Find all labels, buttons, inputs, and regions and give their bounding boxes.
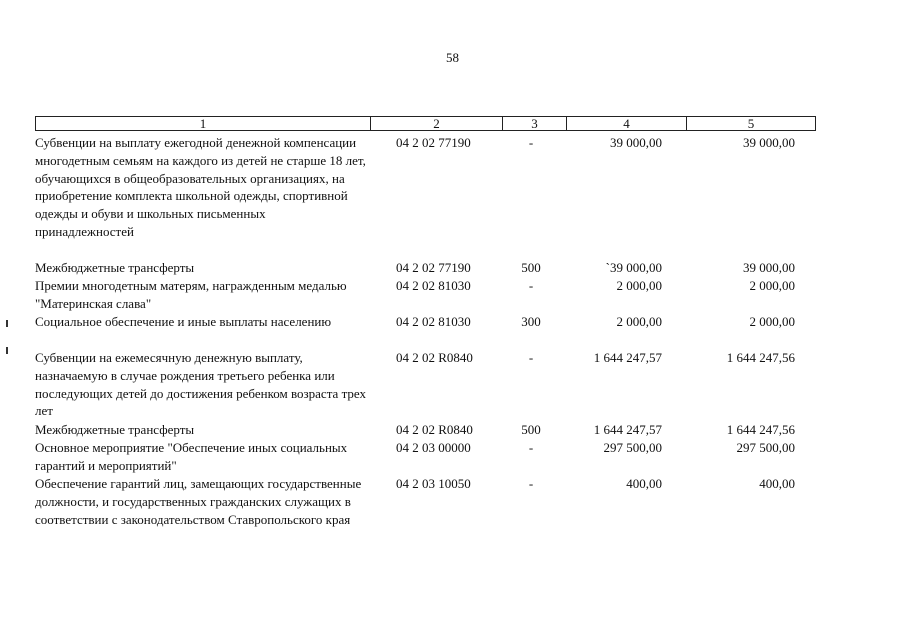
row-amount-2: 2 000,00 [749, 314, 795, 329]
row-name: Межбюджетные трансферты [35, 422, 195, 437]
row-code: 04 2 02 81030 [396, 314, 471, 329]
row-name: Социальное обеспечение и иные выплаты населению [35, 314, 332, 329]
row-code: 04 2 02 R0840 [396, 422, 473, 437]
row-name: Обеспечение гарантий лиц, замещающих государственные должности, и государственных гражданских служащих в соответствии с законодательством Ставропольского края [35, 476, 362, 527]
row-name: Межбюджетные трансферты [35, 260, 195, 275]
scan-margin-mark [6, 320, 8, 327]
row-code: 04 2 02 77190 [396, 260, 471, 275]
header-col-5: 5 [747, 116, 755, 131]
row-type: 500 [521, 260, 541, 275]
row-code: 04 2 02 R0840 [396, 350, 473, 365]
header-col-1: 1 [36, 117, 371, 130]
row-type: 500 [521, 422, 541, 437]
header-col-2: 2 [371, 117, 503, 130]
header-col-4: 4 [567, 117, 687, 130]
row-code: 04 2 03 10050 [396, 476, 471, 491]
row-amount-1: 2 000,00 [616, 314, 662, 329]
table-header [35, 116, 816, 131]
row-amount-1: 297 500,00 [603, 440, 662, 455]
row-type: - [528, 278, 534, 293]
row-amount-1: 1 644 247,57 [593, 422, 662, 437]
page-number: 58 [446, 50, 459, 65]
row-type: 300 [521, 314, 541, 329]
row-name: Субвенции на выплату ежегодной денежной компенсации многодетным семьям на каждого из детей не старше 18 лет, обучающихся в общеобразовательных организациях, на приобретение комплекта школьной одежды, спортивной одежды и обуви и школьных письменных принадлежностей [35, 135, 366, 239]
row-type: - [528, 476, 534, 491]
row-amount-2: 400,00 [759, 476, 795, 491]
row-amount-1: 39 000,00 [610, 135, 662, 150]
row-code: 04 2 02 77190 [396, 135, 471, 150]
row-type: - [528, 135, 534, 150]
scan-margin-mark [6, 347, 8, 354]
row-amount-2: 1 644 247,56 [726, 422, 795, 437]
row-code: 04 2 03 00000 [396, 440, 471, 455]
row-amount-2: 39 000,00 [743, 135, 795, 150]
row-amount-2: 1 644 247,56 [726, 350, 795, 365]
row-name: Основное мероприятие "Обеспечение иных социальных гарантий и мероприятий" [35, 440, 348, 473]
row-amount-1: 1 644 247,57 [593, 350, 662, 365]
row-amount-1: 2 000,00 [616, 278, 662, 293]
row-amount-2: 297 500,00 [736, 440, 795, 455]
row-amount-1: `39 000,00 [605, 260, 662, 275]
row-type: - [528, 350, 534, 365]
row-amount-2: 39 000,00 [743, 260, 795, 275]
header-col-3: 3 [503, 117, 567, 130]
row-name: Субвенции на ежемесячную денежную выплату, назначаемую в случае рождения третьего ребенка или последующих детей до достижения ребенком возраста трех лет [35, 350, 367, 419]
row-code: 04 2 02 81030 [396, 278, 471, 293]
row-amount-1: 400,00 [626, 476, 662, 491]
row-name: Премии многодетным матерям, награжденным медалью "Материнская слава" [35, 278, 347, 311]
row-amount-2: 2 000,00 [749, 278, 795, 293]
row-type: - [528, 440, 534, 455]
